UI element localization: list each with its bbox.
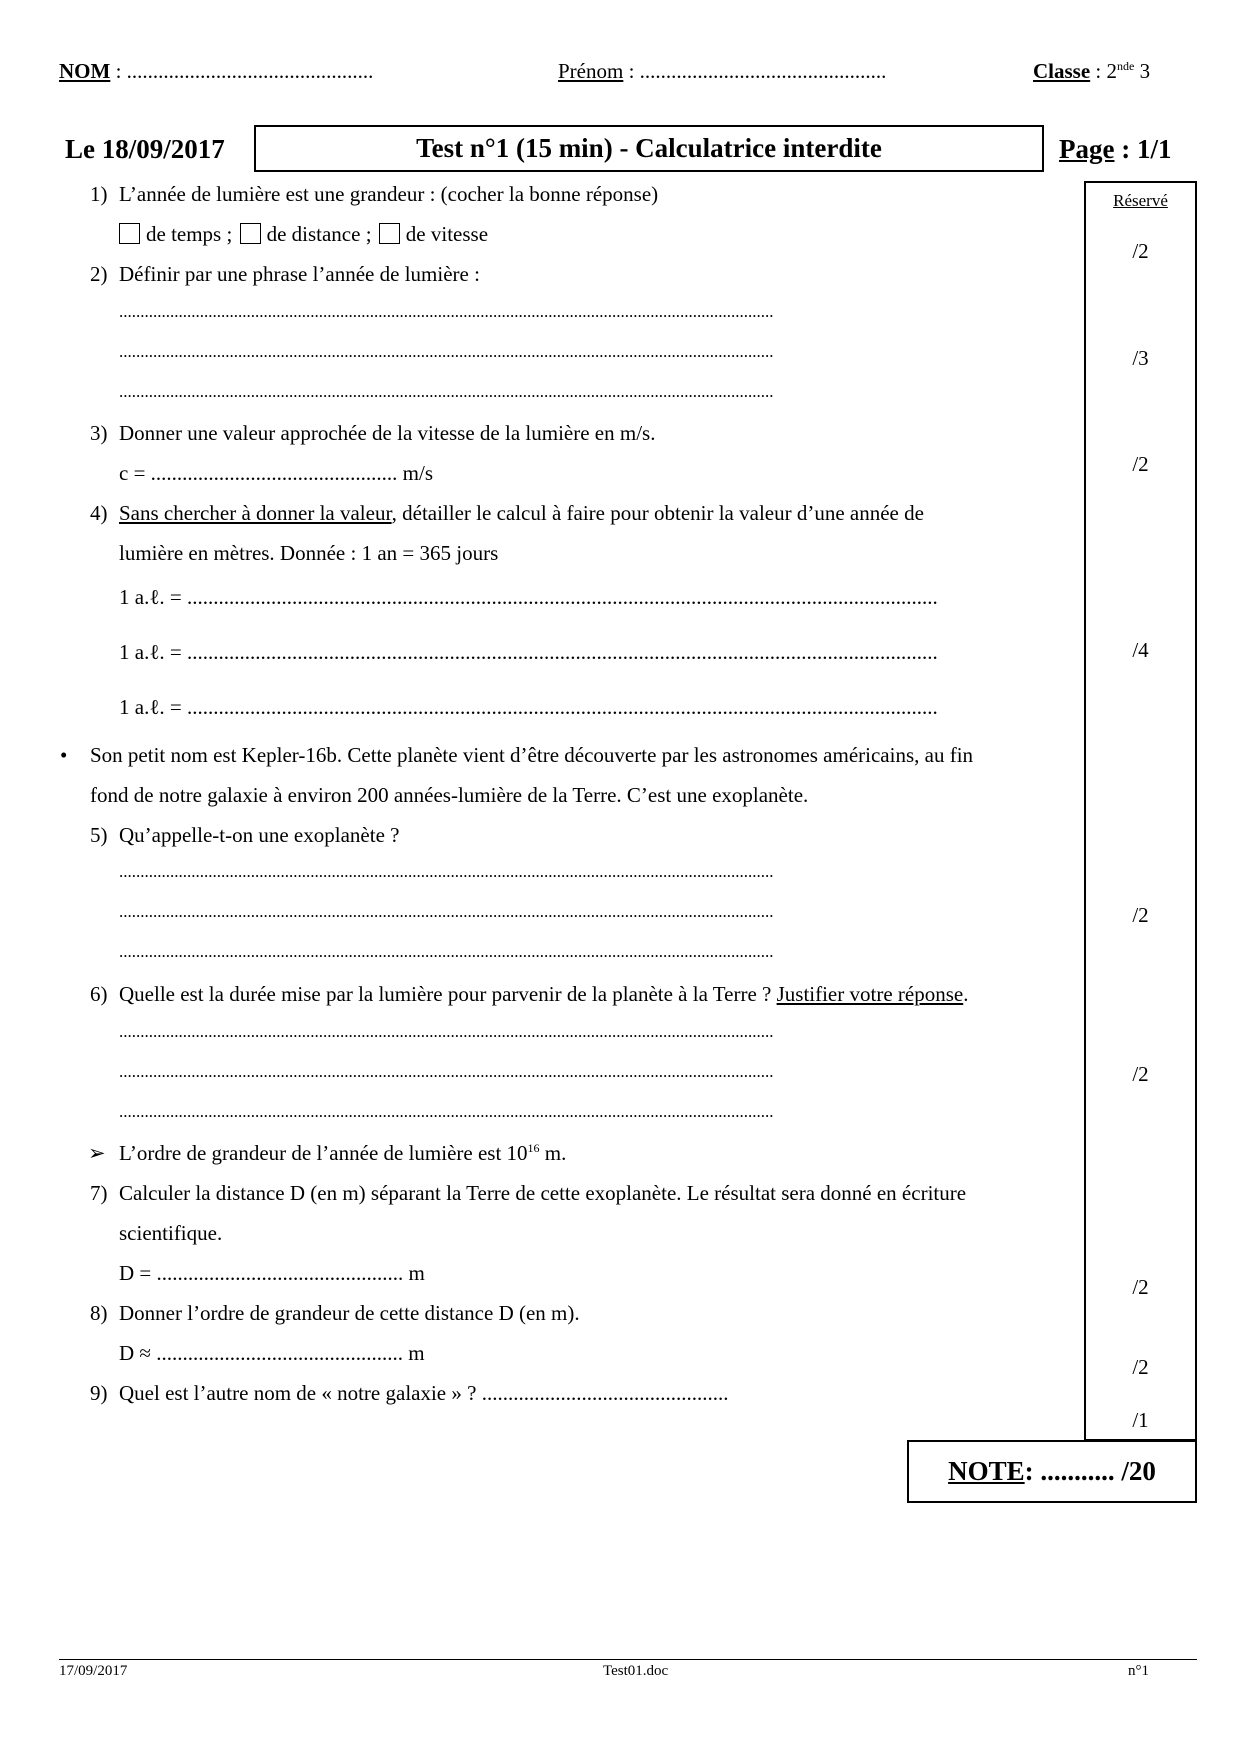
- classe-field: [1033, 59, 1150, 84]
- q5-number: 5): [90, 823, 108, 847]
- q3-number: 3): [90, 421, 108, 445]
- classe-value-post: 3: [1134, 59, 1151, 83]
- q2-answer-line-1[interactable]: ..........................................................................................................................................................: [119, 302, 774, 321]
- reserve-label: Réservé: [1113, 191, 1168, 210]
- arrow-bullet-icon: ➢: [88, 1141, 106, 1165]
- q7-number: 7): [90, 1181, 108, 1205]
- test-date: Le 18/09/2017: [65, 134, 225, 164]
- test-title-box: [254, 125, 1044, 172]
- nom-label: NOM: [59, 59, 111, 83]
- q4-text-rest: , détailler le calcul à faire pour obtenir la valeur d’une année de: [391, 501, 924, 525]
- q2-answer-line-3[interactable]: ..........................................................................................................................................................: [119, 382, 774, 401]
- q3-answer-line[interactable]: c = ............................................... m/s: [119, 461, 434, 485]
- mark-q5: /2: [1132, 903, 1149, 927]
- mark-q4: /4: [1132, 638, 1149, 662]
- mark-q3: /2: [1132, 452, 1149, 476]
- q7-text-2: scientifique.: [119, 1221, 223, 1245]
- q6-answer-line-1[interactable]: ..........................................................................................................................................................: [119, 1022, 774, 1041]
- option-distance: de distance ;: [266, 222, 372, 246]
- order-note-text: L’ordre de grandeur de l’année de lumière est 10: [119, 1141, 528, 1165]
- q4-number: 4): [90, 501, 108, 525]
- footer-divider: [59, 1659, 1197, 1660]
- mark-q1: /2: [1132, 239, 1149, 263]
- q6-answer-line-2[interactable]: ..........................................................................................................................................................: [119, 1062, 774, 1081]
- classe-sup: nde: [1117, 59, 1135, 73]
- mark-q2: /3: [1132, 346, 1149, 370]
- q3-text: Donner une valeur approchée de la vitesse de la lumière en m/s.: [119, 421, 656, 445]
- intro-line-1: Son petit nom est Kepler-16b. Cette planète vient d’être découverte par les astronomes américains, au fin: [90, 743, 974, 767]
- note-box: [907, 1440, 1197, 1503]
- mark-q6: /2: [1132, 1062, 1149, 1086]
- checkbox-distance[interactable]: [240, 223, 261, 244]
- q4-text-2: lumière en mètres. Donnée : 1 an = 365 jours: [119, 541, 499, 565]
- classe-value-pre: : 2: [1090, 59, 1118, 83]
- q5-answer-line-1[interactable]: ..........................................................................................................................................................: [119, 862, 774, 881]
- q6-underlined: Justifier votre réponse: [776, 982, 964, 1006]
- q4-text: [119, 501, 924, 526]
- page-value: : 1/1: [1114, 134, 1172, 164]
- test-title: Test n°1 (15 min) - Calculatrice interdite: [416, 133, 882, 163]
- page-label: Page: [1059, 134, 1115, 164]
- prenom-label: Prénom: [558, 59, 624, 83]
- intro-bullet: •: [60, 743, 68, 767]
- q2-text: Définir par une phrase l’année de lumière :: [119, 262, 480, 286]
- mark-q8: /2: [1132, 1355, 1149, 1379]
- q1-options: [119, 222, 488, 247]
- option-vitesse: de vitesse: [405, 222, 489, 246]
- note-label: NOTE: [948, 1456, 1025, 1486]
- footer-date: 17/09/2017: [59, 1663, 128, 1679]
- q6-end: .: [963, 982, 969, 1006]
- prenom-field: [558, 59, 886, 84]
- q7-answer-line[interactable]: D = ............................................... m: [119, 1261, 425, 1285]
- q5-answer-line-2[interactable]: ..........................................................................................................................................................: [119, 902, 774, 921]
- order-note-end: m.: [539, 1141, 567, 1165]
- q4-underlined: Sans chercher à donner la valeur: [119, 501, 392, 525]
- footer-file: Test01.doc: [603, 1663, 669, 1679]
- mark-q9: /1: [1132, 1408, 1149, 1432]
- q5-text: Qu’appelle-t-on une exoplanète ?: [119, 823, 400, 847]
- checkbox-vitesse[interactable]: [379, 223, 400, 244]
- checkbox-temps[interactable]: [119, 223, 140, 244]
- order-note-sup: 16: [527, 1141, 540, 1155]
- prenom-dots: : ...............................................: [623, 59, 887, 83]
- mark-q7: /2: [1132, 1275, 1149, 1299]
- page-indicator: [1059, 134, 1171, 165]
- q8-answer-line[interactable]: D ≈ ............................................... m: [119, 1341, 425, 1365]
- q6-text-main: Quelle est la durée mise par la lumière pour parvenir de la planète à la Terre ?: [119, 982, 777, 1006]
- note-value: : ........... /20: [1024, 1456, 1156, 1486]
- nom-field: [59, 59, 373, 84]
- q9-text[interactable]: Quel est l’autre nom de « notre galaxie » ? ...............................................: [119, 1381, 729, 1405]
- nom-dots: : ...............................................: [110, 59, 374, 83]
- q1-text: L’année de lumière est une grandeur : (cocher la bonne réponse): [119, 182, 659, 206]
- q6-answer-line-3[interactable]: ..........................................................................................................................................................: [119, 1102, 774, 1121]
- order-note: [119, 1141, 566, 1166]
- q2-answer-line-2[interactable]: ..........................................................................................................................................................: [119, 342, 774, 361]
- q1-number: 1): [90, 182, 108, 206]
- q4-calc-line-3[interactable]: 1 a.ℓ. = ...............................................................................................................................................: [119, 695, 938, 719]
- footer-page: n°1: [1128, 1663, 1149, 1679]
- q8-text: Donner l’ordre de grandeur de cette distance D (en m).: [119, 1301, 580, 1325]
- q7-text: Calculer la distance D (en m) séparant la Terre de cette exoplanète. Le résultat sera donné en écriture: [119, 1181, 967, 1205]
- q9-number: 9): [90, 1381, 108, 1405]
- q4-calc-line-2[interactable]: 1 a.ℓ. = ...............................................................................................................................................: [119, 640, 938, 664]
- q5-answer-line-3[interactable]: ..........................................................................................................................................................: [119, 942, 774, 961]
- intro-line-2: fond de notre galaxie à environ 200 années-lumière de la Terre. C’est une exoplanète.: [90, 783, 809, 807]
- q2-number: 2): [90, 262, 108, 286]
- q8-number: 8): [90, 1301, 108, 1325]
- q6-number: 6): [90, 982, 108, 1006]
- q4-calc-line-1[interactable]: 1 a.ℓ. = ...............................................................................................................................................: [119, 585, 938, 609]
- classe-label: Classe: [1033, 59, 1091, 83]
- q6-text: [119, 982, 968, 1007]
- option-temps: de temps ;: [146, 222, 233, 246]
